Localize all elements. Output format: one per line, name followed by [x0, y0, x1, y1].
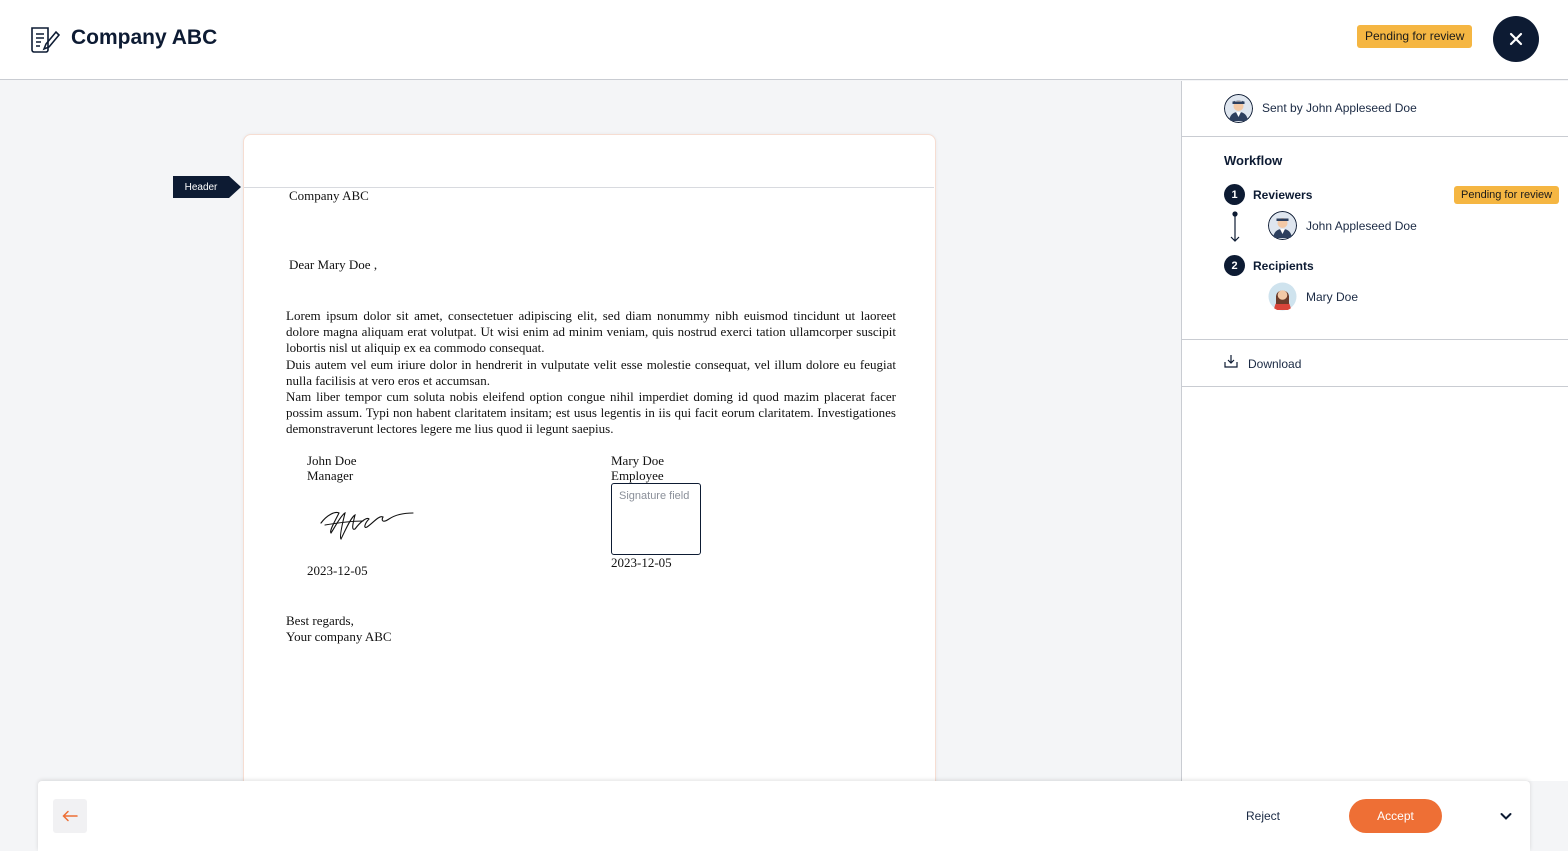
document-page: [243, 134, 936, 781]
arrow-left-icon: [62, 810, 78, 822]
step-number: 2: [1224, 255, 1245, 276]
body-paragraph: Duis autem vel eum iriure dolor in hendrerit in vulputate velit esse molestie consequat, vel illum dolore eu feugiat nulla facilisis at vero eros et accumsan.: [286, 356, 896, 388]
document-viewer[interactable]: [0, 81, 1181, 781]
sent-by-row: [1182, 81, 1568, 137]
document-greeting: Dear Mary Doe ,: [289, 257, 378, 272]
avatar-icon: [1224, 94, 1253, 123]
signer-name: Mary Doe: [611, 453, 665, 468]
arrow-down-icon: [1230, 211, 1240, 243]
body-paragraph: Lorem ipsum dolor sit amet, consectetuer adipiscing elit, sed diam nonummy nibh euismod tincidunt ut laoreet dolore magna aliquam erat volutpat. Ut wisi enim ad minim veniam, quis nostrud exerci tation ullamcorper suscipit lobortis nisl ut aliquip ex ea commodo consequat.: [286, 308, 896, 356]
close-icon: [1509, 32, 1523, 46]
step-label-reviewers: Reviewers: [1253, 188, 1313, 202]
action-bar: [38, 781, 1530, 851]
download-icon: [1224, 354, 1238, 368]
signer-role: Manager: [307, 467, 354, 483]
side-panel: [1181, 81, 1568, 781]
signer-left-date: 2023-12-05: [307, 563, 368, 578]
document-edit-icon: [28, 22, 60, 56]
signer-right: [611, 454, 664, 483]
reviewer-name: John Appleseed Doe: [1306, 219, 1417, 233]
download-label: Download: [1248, 357, 1302, 371]
signature-field[interactable]: Signature field: [611, 483, 701, 555]
close-button[interactable]: [1493, 16, 1539, 62]
header-tag: Header: [173, 176, 243, 198]
signer-right-date: 2023-12-05: [611, 555, 672, 570]
sent-by-label: Sent by John Appleseed Doe: [1262, 101, 1417, 115]
avatar-icon: [1268, 282, 1297, 311]
signer-name: John Doe: [307, 453, 357, 468]
top-bar: [0, 0, 1568, 80]
signer-role: Employee: [611, 467, 664, 483]
step-number: 1: [1224, 184, 1245, 205]
signer-left: [307, 454, 356, 483]
avatar-icon: [1268, 211, 1297, 240]
back-button[interactable]: [53, 799, 87, 833]
document-body: [286, 308, 896, 438]
recipient-name: Mary Doe: [1306, 290, 1359, 304]
reviewer-status-badge: Pending for review: [1454, 186, 1559, 204]
chevron-down-icon[interactable]: [1498, 808, 1514, 824]
app-title: Company ABC: [71, 26, 218, 49]
handwritten-signature: [317, 501, 417, 541]
workflow-section: [1182, 138, 1568, 340]
document-company: Company ABC: [289, 188, 369, 203]
download-button[interactable]: [1182, 340, 1568, 387]
accept-button[interactable]: Accept: [1349, 799, 1442, 833]
workflow-title: Workflow: [1224, 153, 1283, 168]
body-paragraph: Nam liber tempor cum soluta nobis eleifend option congue nihil imperdiet doming id quod mazim placerat facer possim assum. Typi non habent claritatem insitam; est usus legentis in iis qui facit eorum claritatem. Investigationes demonstraverunt lectores legere me lius quod ii legunt saepius.: [286, 389, 896, 437]
reject-button[interactable]: Reject: [1230, 799, 1296, 833]
step-label-recipients: Recipients: [1253, 259, 1314, 273]
document-closing: Best regards, Your company ABC: [286, 613, 392, 644]
status-badge: Pending for review: [1357, 25, 1472, 48]
